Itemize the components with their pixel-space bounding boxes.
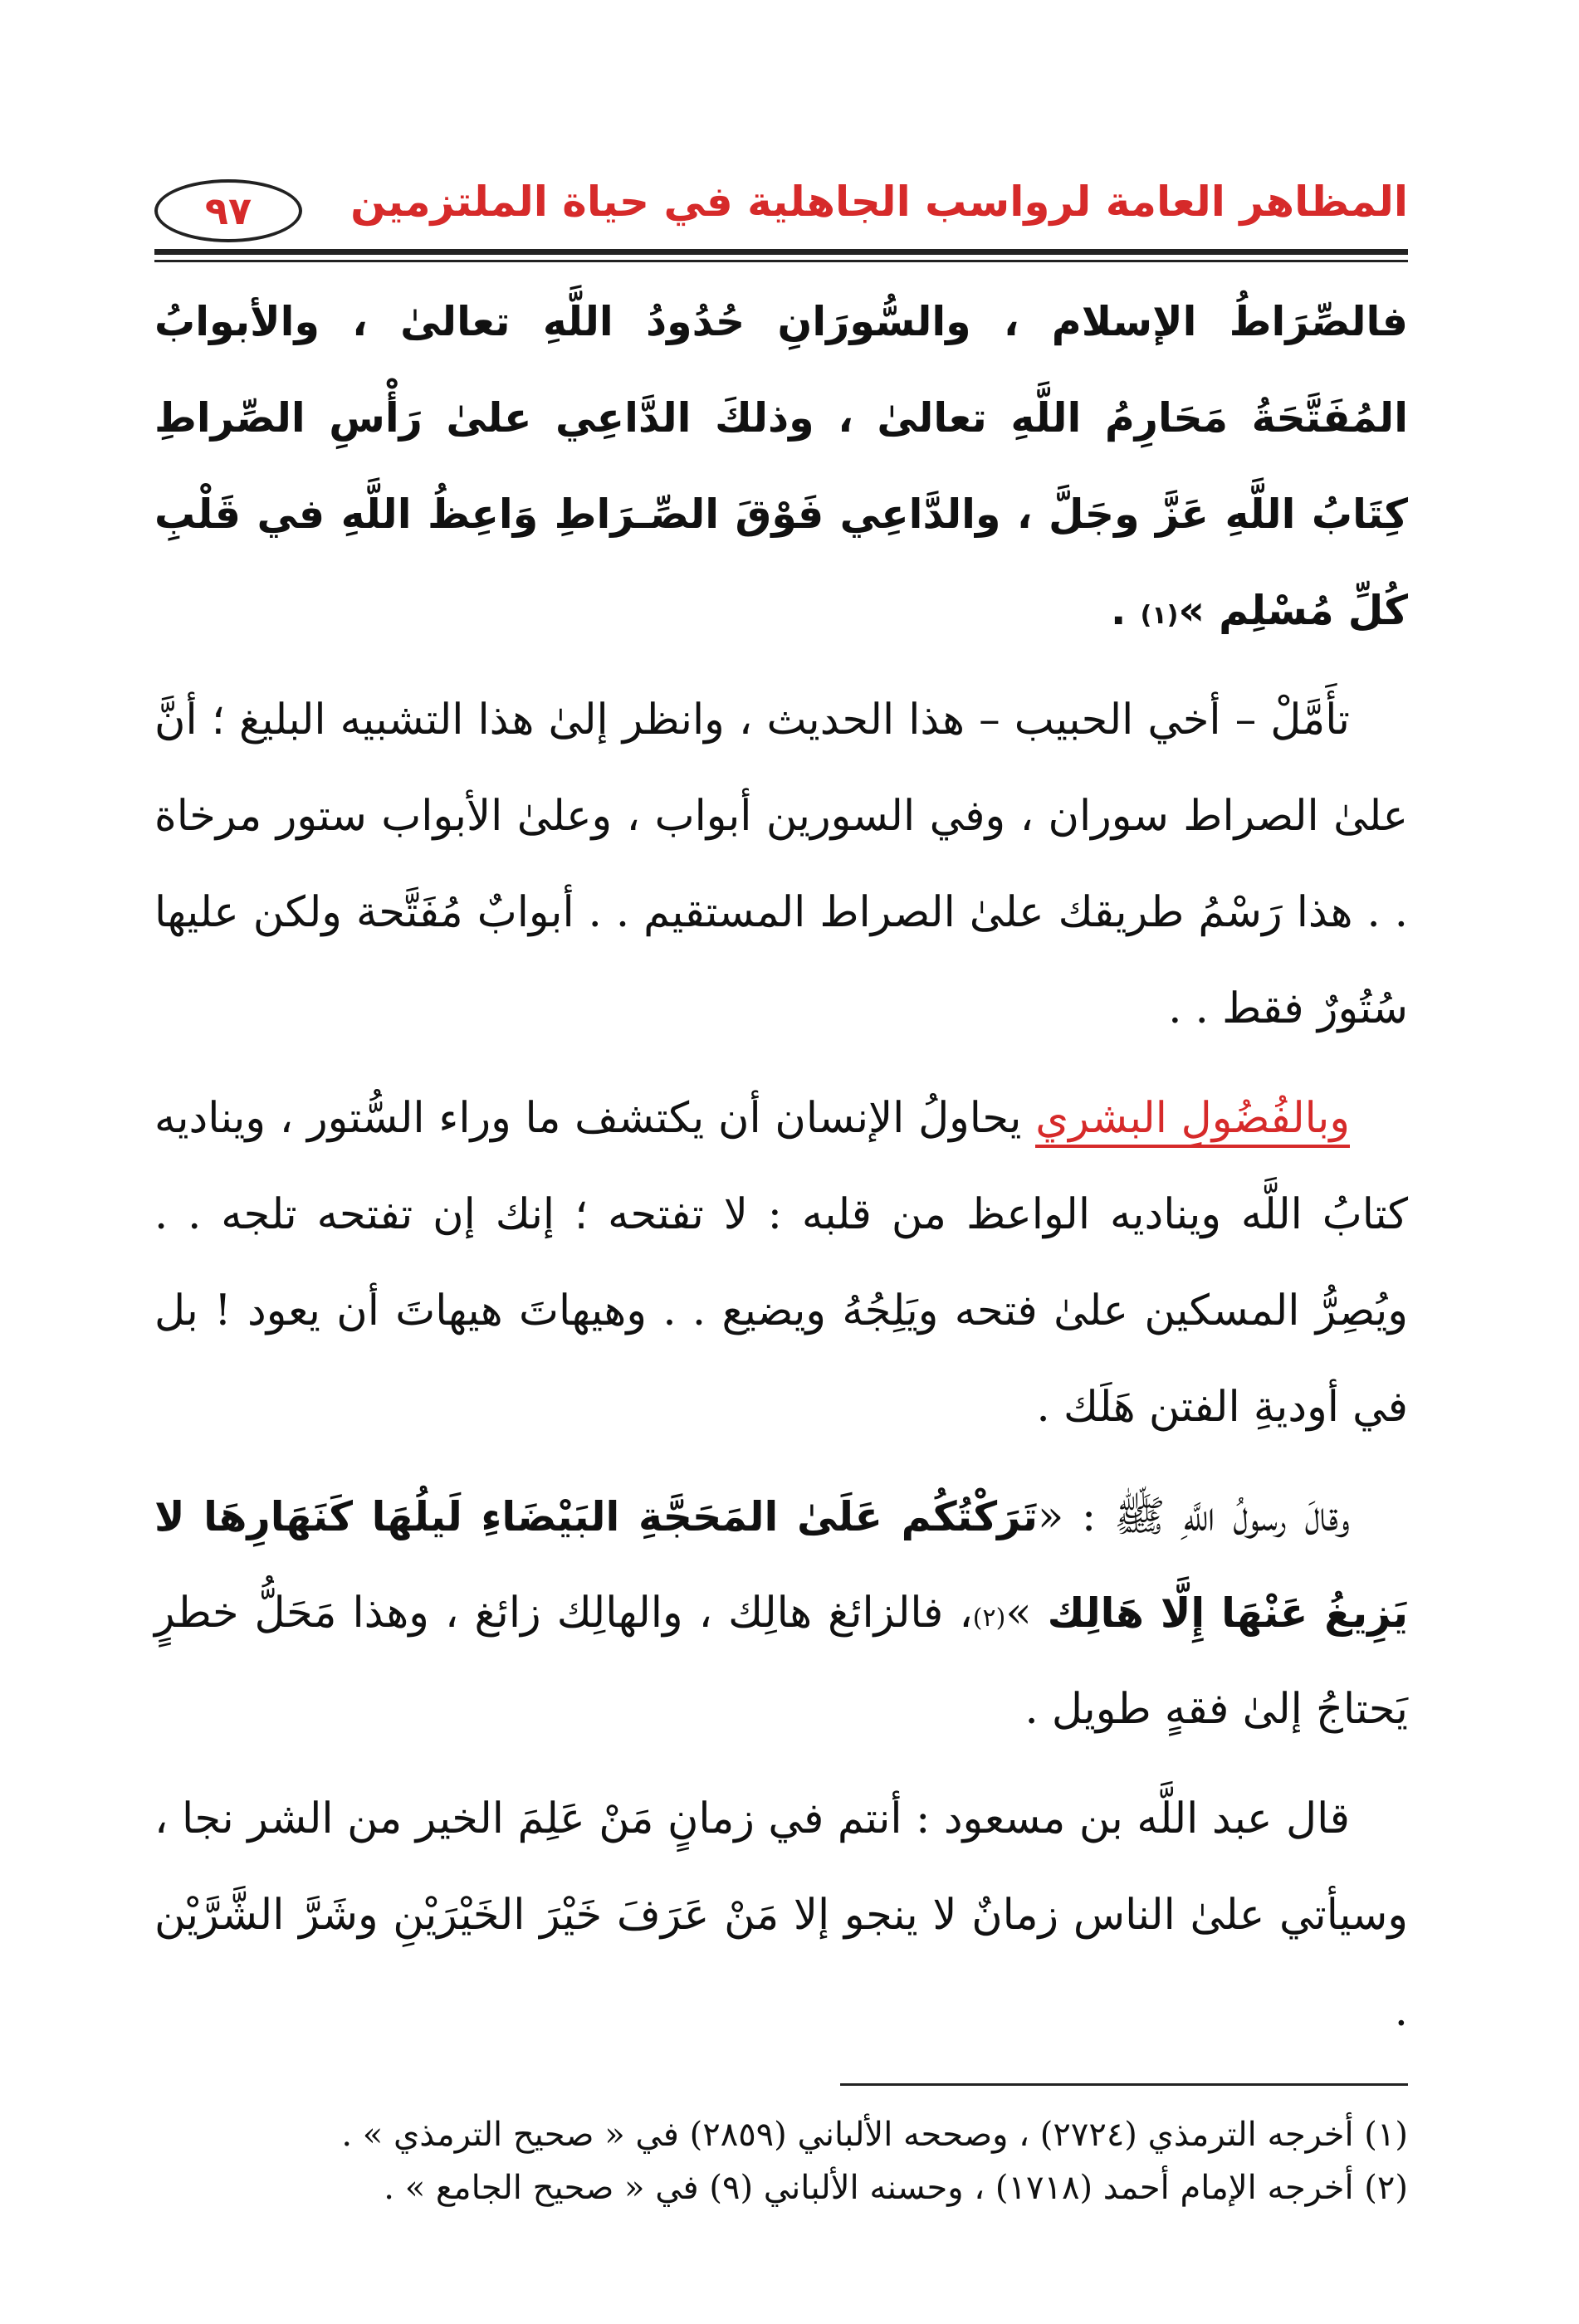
footnote-separator <box>840 2083 1408 2086</box>
page-header <box>154 163 1408 256</box>
header-rule-thin <box>154 260 1408 262</box>
paragraph-4-tail: ، فالزائغ هالِك ، والهالِك زائغ ، وهذا مَحَلُّ خطرٍ يَحتاجُ إلىٰ فقهٍ طويل . <box>154 1589 1408 1734</box>
paragraph-1-text: فالصِّرَاطُ الإسلام ، والسُّورَانِ حُدُودُ اللَّهِ تعالىٰ ، والأبوابُ المُفَتَّحَةُ مَحَارِمُ اللَّهِ تعالىٰ ، وذلكَ الدَّاعِي علىٰ رَأْسِ الصِّراطِ كِتَابُ اللَّهِ عَزَّ وجَلَّ ، والدَّاعِي فَوْقَ الصِّـرَاطِ وَاعِظُ اللَّهِ في قَلْبِ كُلِّ مُسْلِم » <box>154 298 1408 634</box>
paragraph-2: تأَمَّلْ – أخي الحبيب – هذا الحديث ، وانظر إلىٰ هذا التشبيه البليغ ؛ أنَّ علىٰ الصراط سوران ، وفي السورين أبواب ، وعلىٰ الأبواب ستور مرخاة . . هذا رَسْمُ طريقك علىٰ الصراط المستقيم . . أبوابٌ مُفَتَّحة ولكن عليها سُتُورٌ فقط . . <box>154 696 1408 1033</box>
footnote-ref-1[interactable]: (١) <box>1140 601 1179 630</box>
paragraph-5: قال عبد اللَّه بن مسعود : أنتم في زمانٍ مَنْ عَلِمَ الخير من الشر نجا ، وسيأتي علىٰ الناس زمانٌ لا ينجو إلا مَنْ عَرَفَ خَيْرَ الخَيْرَيْنِ وشَرَّ الشَّرَّيْن . <box>154 1794 1408 2036</box>
footnote-2: (٢) أخرجه الإمام أحمد (١٧١٨) ، وحسنه الألباني (٩) في « صحيح الجامع » . <box>384 2169 1408 2207</box>
paragraph-4-lead: وقالَ رسولُ اللَّهِ ﷺ : « <box>1037 1492 1350 1541</box>
highlighted-phrase: وبالفُضُولِ البشري <box>1035 1094 1350 1148</box>
paragraph-3-text: يحاولُ الإنسان أن يكتشف ما وراء السُّتور ، ويناديه كتابُ اللَّه ويناديه الواعظ من قلبه : لا تفتحه ؛ إنك إن تفتحه تلجه . . ويُصِرُّ المسكين علىٰ فتحه ويَلِجُهُ ويضيع . . وهيهاتَ هيهاتَ أن يعود ! بل في أوديةِ الفتن هَلَك . <box>154 1094 1408 1432</box>
header-rule-thick <box>154 249 1408 255</box>
footnote-1: (١) أخرجه الترمذي (٢٧٢٤) ، وصححه الألباني (٢٨٥٩) في « صحيح الترمذي » . <box>341 2116 1408 2154</box>
paragraph-1 <box>154 274 1408 659</box>
footnotes <box>154 2108 1408 2214</box>
page-body <box>154 274 1408 2060</box>
page-number-badge: ٩٧ <box>154 179 302 242</box>
paragraph-4 <box>154 1469 1408 1758</box>
paragraph-3 <box>154 1071 1408 1456</box>
hadith-quote: تَرَكْتُكُم عَلَىٰ المَحَجَّةِ البَيْضَاءِ لَيلُهَا كَنَهَارِهَا لا يَزِيغُ عَنْهَا إِلَّا هَالِك <box>154 1493 1408 1637</box>
running-title: المظاهر العامة لرواسب الجاهلية في حياة الملتزمين <box>350 178 1408 226</box>
footnote-ref-2[interactable]: (٢) <box>972 1604 1006 1633</box>
paragraph-1-end: . <box>1110 587 1141 634</box>
paragraph-4-close: » <box>1005 1589 1048 1638</box>
